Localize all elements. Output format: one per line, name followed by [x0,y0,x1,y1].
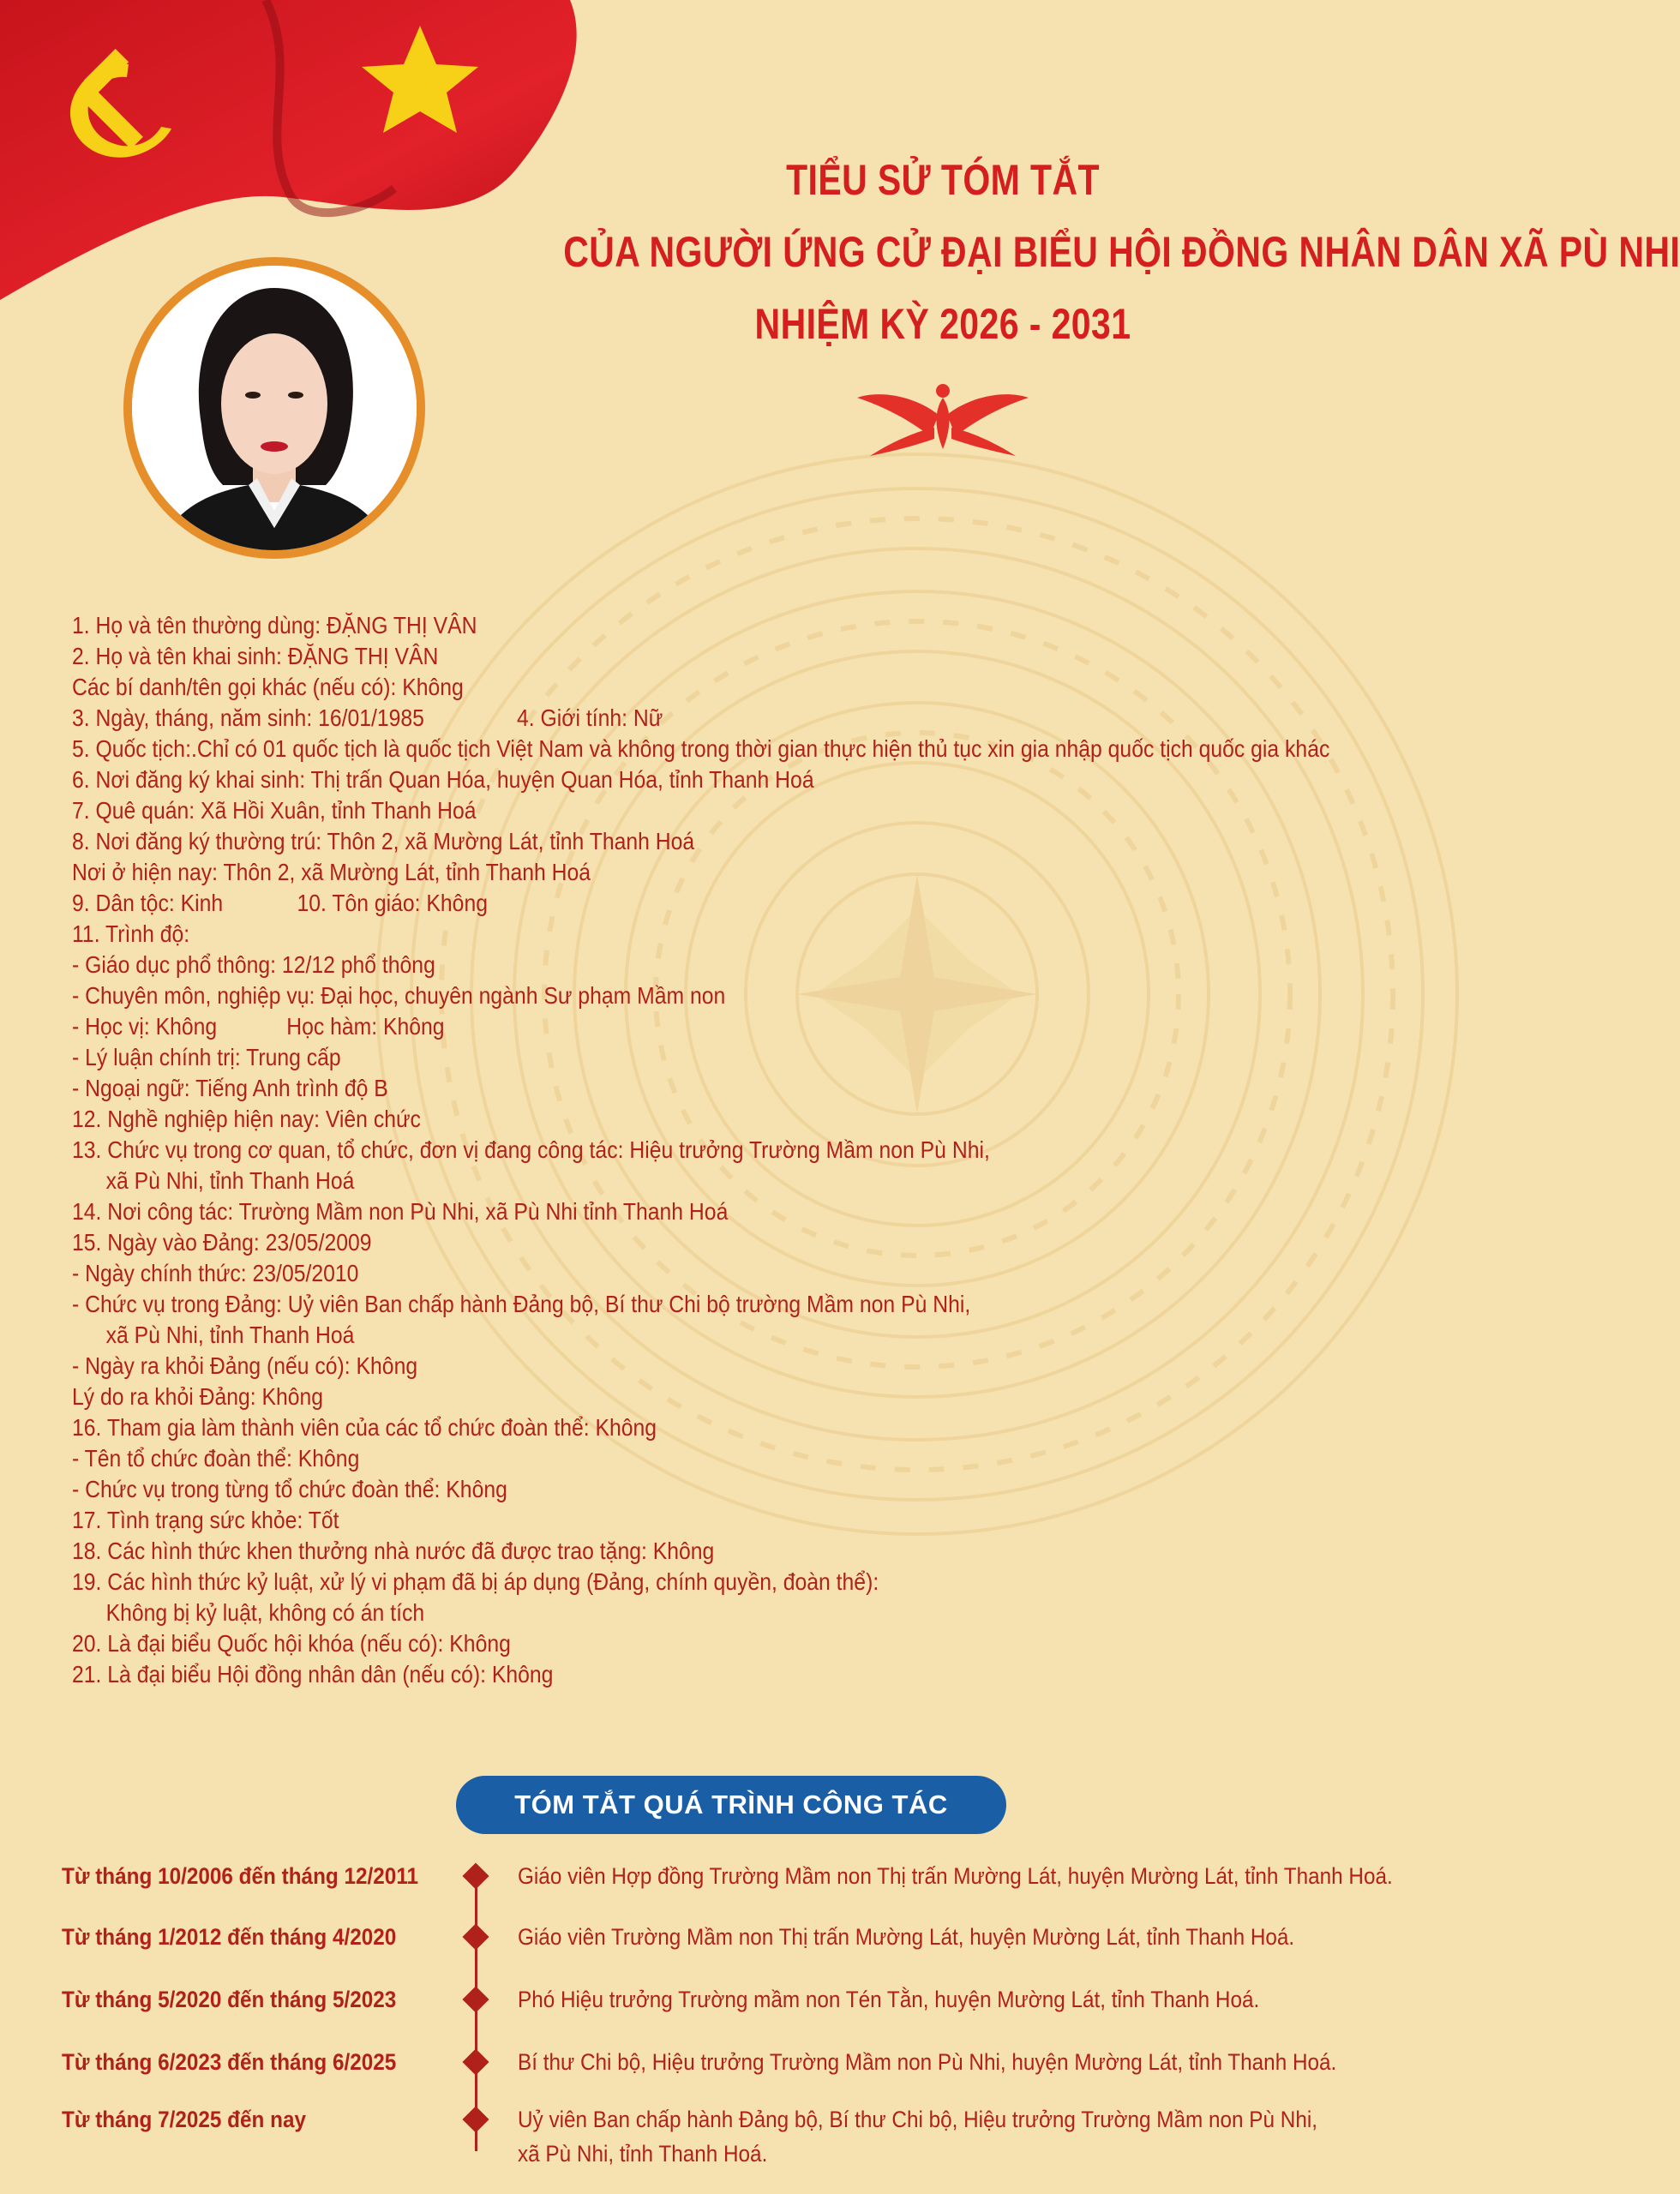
bio-line: 8. Nơi đăng ký thường trú: Thôn 2, xã Mường Lát, tỉnh Thanh Hoá [72,828,695,854]
timeline-period: Từ tháng 7/2025 đến nay [62,2107,306,2132]
timeline-period: Từ tháng 5/2020 đến tháng 5/2023 [62,1987,397,2012]
timeline-dot-icon [462,2106,489,2132]
bio-line: - Tên tổ chức đoàn thể: Không [72,1445,360,1472]
bio-line: 11. Trình độ: [72,920,190,947]
title-line-3: NHIỆM KỲ 2026 - 2031 [754,300,1131,348]
ornament-icon [849,381,1037,458]
bio-line: - Chức vụ trong từng tổ chức đoàn thể: Không [72,1476,507,1502]
timeline-dot-icon [462,2048,489,2075]
bio-line: 21. Là đại biểu Hội đồng nhân dân (nếu có): Không [72,1661,554,1687]
bio-line: 6. Nơi đăng ký khai sinh: Thị trấn Quan Hóa, huyện Quan Hóa, tỉnh Thanh Hoá [72,766,814,793]
bio-line: 17. Tình trạng sức khỏe: Tốt [72,1507,339,1533]
academic-degree: - Học vị: Không [72,1013,218,1040]
bio-line: Lý do ra khỏi Đảng: Không [72,1383,324,1410]
bio-line: 13. Chức vụ trong cơ quan, tổ chức, đơn vị đang công tác: Hiệu trưởng Trường Mầm non Pù Nhi, [72,1136,990,1163]
timeline-desc: xã Pù Nhi, tỉnh Thanh Hoá. [518,2141,768,2167]
portrait-icon [120,254,429,562]
bio-line: - Ngoại ngữ: Tiếng Anh trình độ B [72,1075,388,1101]
bio-line: 18. Các hình thức khen thưởng nhà nước đã được trao tặng: Không [72,1538,715,1564]
timeline-desc: Bí thư Chi bộ, Hiệu trưởng Trường Mầm non Pù Nhi, huyện Mường Lát, tỉnh Thanh Hoá. [518,2049,1337,2075]
bio-line: Các bí danh/tên gọi khác (nếu có): Không [72,674,464,700]
bio-line: xã Pù Nhi, tỉnh Thanh Hoá [105,1322,355,1348]
gender: 4. Giới tính: Nữ [516,704,663,731]
title-line-1: TIỂU SỬ TÓM TẮT [786,156,1100,204]
timeline-desc: Giáo viên Hợp đồng Trường Mầm non Thị trấn Mường Lát, huyện Mường Lát, tỉnh Thanh Hoá. [518,1863,1393,1889]
bio-line-row [72,1011,1306,1042]
bio-line: 19. Các hình thức kỷ luật, xử lý vi phạm đã bị áp dụng (Đảng, chính quyền, đoàn thể): [72,1568,879,1595]
timeline-period: Từ tháng 1/2012 đến tháng 4/2020 [62,1924,397,1950]
bio-line: xã Pù Nhi, tỉnh Thanh Hoá [105,1167,355,1194]
career-heading: TÓM TẮT QUÁ TRÌNH CÔNG TÁC [456,1776,1006,1834]
bio-line: - Chuyên môn, nghiệp vụ: Đại học, chuyên ngành Sư phạm Mầm non [72,982,726,1009]
timeline-desc: Phó Hiệu trưởng Trường mầm non Tén Tằn, huyện Mường Lát, tỉnh Thanh Hoá. [518,1987,1260,2012]
bio-line: Không bị kỷ luật, không có án tích [105,1599,425,1626]
bio-line: 20. Là đại biểu Quốc hội khóa (nếu có): Không [72,1630,511,1657]
bio-line: 12. Nghề nghiệp hiện nay: Viên chức [72,1106,421,1132]
timeline-dot-icon [462,1923,489,1950]
academic-title: Học hàm: Không [286,1013,445,1040]
title-line-2: CỦA NGƯỜI ỨNG CỬ ĐẠI BIỂU HỘI ĐỒNG NHÂN DÂN XÃ PÙ NHI [563,228,1680,276]
bio-line-row [72,888,1306,919]
bio-line: 14. Nơi công tác: Trường Mầm non Pù Nhi, xã Pù Nhi tỉnh Thanh Hoá [72,1198,729,1225]
bio-line: 5. Quốc tịch:.Chỉ có 01 quốc tịch là quốc tịch Việt Nam và không trong thời gian thực hiện thủ tục xin gia nhập quốc tịch quốc gia khác [72,735,1330,762]
bio-line: 7. Quê quán: Xã Hồi Xuân, tỉnh Thanh Hoá [72,797,477,824]
birthdate: 3. Ngày, tháng, năm sinh: 16/01/1985 [72,704,424,731]
religion: 10. Tôn giáo: Không [297,890,488,916]
bio-section [72,610,1443,1690]
timeline-desc: Uỷ viên Ban chấp hành Đảng bộ, Bí thư Chi bộ, Hiệu trưởng Trường Mầm non Pù Nhi, [518,2107,1318,2132]
bio-line-row [72,703,1306,734]
timeline-period: Từ tháng 6/2023 đến tháng 6/2025 [62,2049,397,2075]
timeline-period: Từ tháng 10/2006 đến tháng 12/2011 [62,1863,419,1889]
title-block [480,144,1680,360]
bio-line: - Lý luận chính trị: Trung cấp [72,1044,341,1070]
bio-line: 16. Tham gia làm thành viên của các tổ chức đoàn thể: Không [72,1414,657,1441]
bio-line: - Ngày ra khỏi Đảng (nếu có): Không [72,1352,418,1379]
bio-line: - Chức vụ trong Đảng: Uỷ viên Ban chấp hành Đảng bộ, Bí thư Chi bộ trường Mầm non Pù Nhi, [72,1291,971,1317]
timeline-dot-icon [462,1862,489,1889]
ethnicity: 9. Dân tộc: Kinh [72,890,224,916]
bio-line: Nơi ở hiện nay: Thôn 2, xã Mường Lát, tỉnh Thanh Hoá [72,859,591,885]
timeline-desc: Giáo viên Trường Mầm non Thị trấn Mường Lát, huyện Mường Lát, tỉnh Thanh Hoá. [518,1924,1295,1950]
bio-line: 15. Ngày vào Đảng: 23/05/2009 [72,1229,372,1256]
bio-line: - Giáo dục phổ thông: 12/12 phổ thông [72,951,435,978]
bio-line: 2. Họ và tên khai sinh: ĐẶNG THỊ VÂN [72,643,439,669]
timeline-dot-icon [462,1986,489,2012]
bio-line: - Ngày chính thức: 23/05/2010 [72,1260,359,1286]
bio-line: 1. Họ và tên thường dùng: ĐẶNG THỊ VÂN [72,612,477,638]
